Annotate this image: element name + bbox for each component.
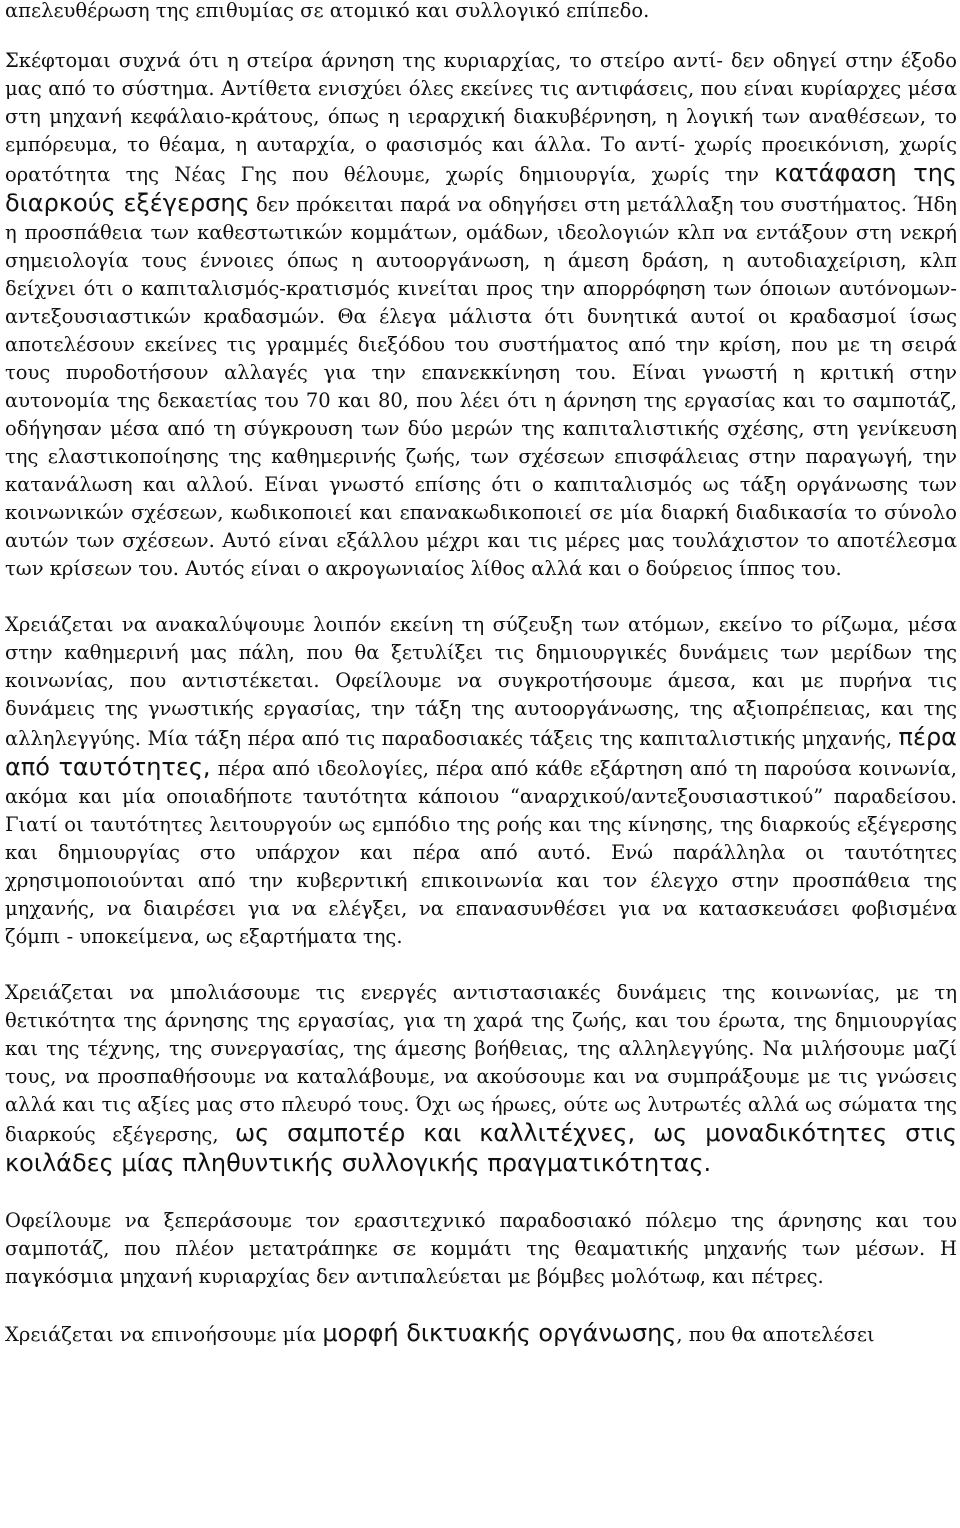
text-run: Σκέφτομαι συχνά ότι η στείρα άρνηση της κυριαρχίας, το στείρο αντί- δεν οδηγεί στην έξοδο μας από το σύστημα.	[5, 49, 957, 100]
text-run: Να μιλήσουμε μαζί τους, να προσπαθήσουμε να καταλάβουμε, να ακούσουμε και να συμπράξουμε με τις γνώσεις αλλά και τις αξίες μας στο πλευρό τους.	[5, 1037, 957, 1116]
text-run: Μία τάξη πέρα από τις παραδοσιακές τάξεις της καπιταλιστικής μηχανής,	[141, 727, 899, 750]
paragraph-5	[5, 1207, 957, 1291]
paragraph-1	[5, 0, 957, 25]
paragraph-spacer	[5, 1291, 957, 1319]
paragraph-spacer	[5, 1179, 957, 1207]
text-run: Όχι ως ήρωες, ούτε ως λυτρωτές αλλά ως σώματα της διαρκούς εξέγερσης,	[5, 1093, 957, 1146]
text-run: Ενώ παράλληλα οι ταυτότητες χρησιμοποιούνται από την κυβερντική επικοινωνία και τον έλεγχο στην προσπάθεια της μηχανής, να διαιρέσει για να ελέγξει, να επανασυνθέσει για να κατασκευάσει φοβισμένα ζόμπι - υποκείμενα, ως εξαρτήματα της.	[5, 841, 957, 948]
text-run: Χρειάζεται να μπολιάσουμε τις ενεργές αντιστασιακές δυνάμεις της κοινωνίας, με τη θετικότητα της άρνησης της εργασίας, για τη χαρά της ζωής, και του έρωτα, της δημιουργίας και της τέχνης, της συνεργασίας, της άμεσης βοήθειας, της αλληλεγγύης.	[5, 981, 957, 1060]
paragraph-spacer	[5, 25, 957, 47]
emphasis-run: ως σαμποτέρ και καλλιτέχνες, ως μοναδικότητες στις κοιλάδες μίας πληθυντικής συλλογικής πραγματικότητας.	[5, 1119, 957, 1177]
paragraph-2	[5, 47, 957, 583]
text-run: Ήδη η προσπάθεια των καθεστωτικών κομμάτων, ομάδων, ιδεολογιών κλπ να εντάξουν στη νεκρή σημειολογία τους έννοιες όπως η αυτοοργάνωση, η άμεση δράση, η αυτοδιαχείριση, κλπ δείχνει ότι ο καπιταλισμός-κρατισμός κινείται προς την απορρόφηση των όποιων αυτόνομων- αντεξουσιαστικών κραδασμών.	[5, 193, 957, 328]
text-run: Χρειάζεται να ανακαλύψουμε λοιπόν εκείνη τη σύζευξη των ατόμων, εκείνο το ρίζωμα, μέσα στην καθημερινή μας πάλη, που θα ξετυλίξει τις δημιουργικές δυνάμεις των μερίδων της κοινωνίας, που αντιστέκεται.	[5, 613, 957, 692]
paragraph-4	[5, 979, 957, 1179]
document-page	[5, 0, 957, 1349]
paragraph-3	[5, 611, 957, 951]
text-run: πέρα από ιδεολογίες, πέρα από κάθε εξάρτηση από τη παρούσα κοινωνία, ακόμα και μία οποιαδήποτε ταυτότητα κάποιου “αναρχικού/αντεξουσιαστικού” παραδείσου.	[5, 757, 957, 808]
text-run: Οφείλουμε να ξεπεράσουμε τον ερασιτεχνικό παραδοσιακό πόλεμο της άρνησης και του σαμποτάζ, που πλέον μετατράπηκε σε κομμάτι της θεαματικής μηχανής των μέσων.	[5, 1209, 957, 1260]
text-run: , που θα αποτελέσει	[676, 1323, 875, 1346]
text-run: Είναι γνωστή η κριτική στην αυτονομία της δεκαετίας του 70 και 80, που λέει ότι η άρνηση της εργασίας και το σαμποτάζ, οδήγησαν μέσα από τη σύγκρουση των δύο μερών της καπιταλιστικής σχέσης, στη γενίκευση της ελαστικοποίησης της καθημερινής ζωής, των σχέσεων επισφάλειας στην παραγωγή, την κατανάλωση και αλλού.	[5, 361, 958, 496]
paragraph-spacer	[5, 583, 957, 611]
emphasis-run: μορφή δικτυακής οργάνωσης	[322, 1319, 677, 1347]
text-run: Η παγκόσμια μηχανή κυριαρχίας δεν αντιπαλεύεται με βόμβες μολότωφ, και πέτρες.	[5, 1237, 957, 1288]
text-run: Οφείλουμε να συγκροτήσουμε άμεσα, και με πυρήνα τις δυνάμεις της γνωστικής εργασίας, την τάξη της αυτοοργάνωσης, της αξιοπρέπειας, και της αλληλεγγύης.	[5, 669, 958, 750]
text-run: Χρειάζεται να επινοήσουμε μία	[5, 1323, 323, 1346]
emphasis-run: πέρα από ταυτότητες,	[5, 723, 957, 781]
text-run: Είναι γνωστό επίσης ότι ο καπιταλισμός ως τάξη οργάνωσης των κοινωνικών σχέσεων, κωδικοποιεί και επανακωδικοποιεί σε μία διαρκή διαδικασία το σύνολο αυτών των σχέσεων.	[5, 473, 957, 552]
text-run: Το αντί- χωρίς προεικόνιση, χωρίς ορατότητα της Νέας Γης που θέλουμε, χωρίς δημιουργία, χωρίς την	[5, 133, 957, 186]
text-run: Γιατί οι ταυτότητες λειτουργούν ως εμπόδιο της ροής και της κίνησης, της διαρκούς εξέγερσης και δημιουργίας στο υπάρχον και πέρα από αυτό.	[5, 813, 957, 864]
text-run: Θα έλεγα μάλιστα ότι δυνητικά αυτοί οι κραδασμοί ίσως αποτελέσουν εκείνες τις γραμμές διεξόδου του συστήματος από την κρίση, που με τη σειρά τους πυροδοτήσουν αλλαγές για την επανεκκίνηση του.	[5, 305, 957, 384]
text-run: Αυτό είναι εξάλλου μέχρι και τις μέρες μας τουλάχιστον το αποτέλεσμα των κρίσεων του.	[5, 529, 957, 580]
text-run: απελευθέρωση της επιθυμίας σε ατομικό και συλλογικό επίπεδο.	[5, 0, 650, 22]
text-run: δεν πρόκειται παρά να οδηγήσει στη μετάλλαξη του συστήματος.	[249, 193, 907, 216]
text-run: Αυτός είναι ο ακρογωνιαίος λίθος αλλά και ο δούρειος ίππος του.	[179, 557, 842, 580]
paragraph-6	[5, 1319, 957, 1349]
paragraph-spacer	[5, 951, 957, 979]
text-run: Αντίθετα ενισχύει όλες εκείνες τις αντιφάσεις, που είναι κυρίαρχες μέσα στη μηχανή κεφάλαιο-κράτους, όπως η ιεραρχική διακυβέρνηση, η λογική των αναθέσεων, το εμπόρευμα, το θέαμα, η αυταρχία, ο φασισμός και άλλα.	[5, 77, 957, 156]
emphasis-run: κατάφαση της διαρκούς εξέγερσης	[5, 159, 958, 217]
